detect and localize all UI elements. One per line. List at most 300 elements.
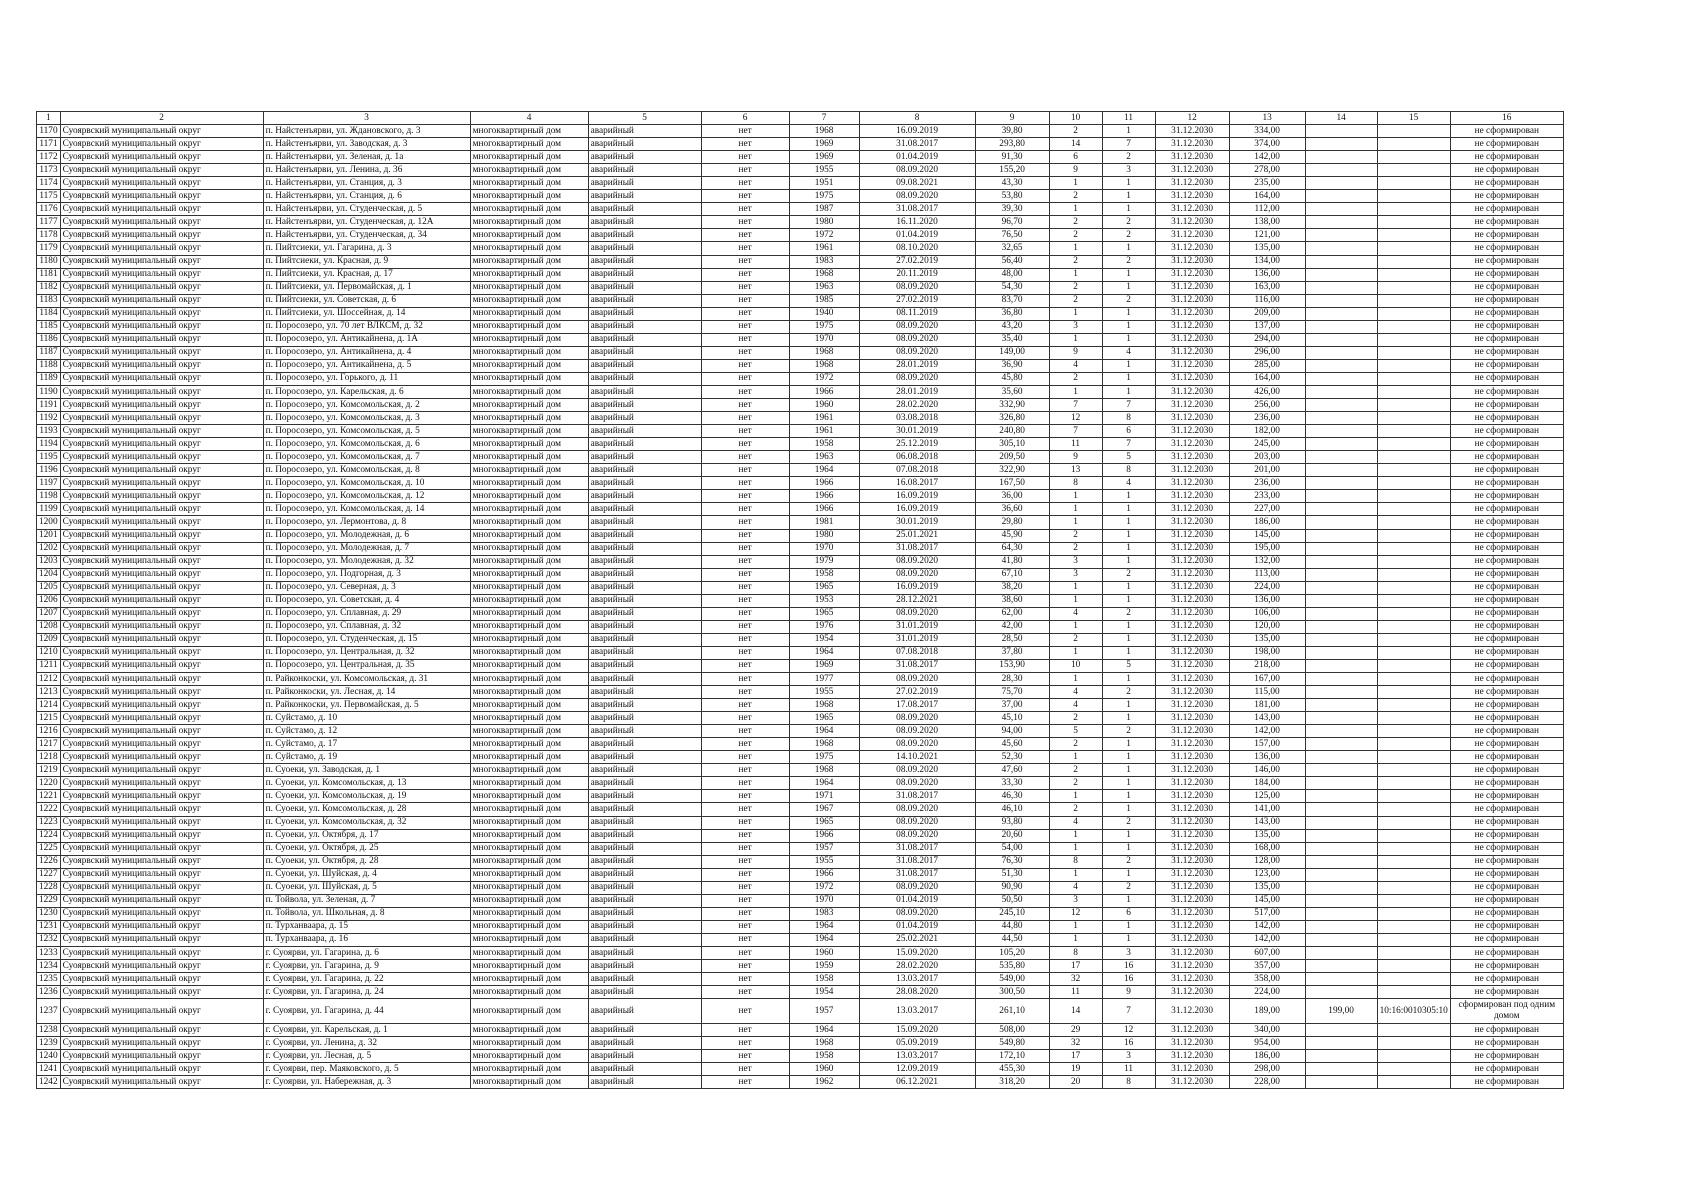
cell-condition: аварийный <box>588 125 701 138</box>
cell-year-built: 1955 <box>789 164 859 177</box>
cell-resettlement-deadline: 31.12.2030 <box>1155 372 1229 385</box>
cell-cost: 142,00 <box>1229 151 1305 164</box>
cell-building-type: многоквартирный дом <box>470 686 588 699</box>
cell-cost: 181,00 <box>1229 699 1305 712</box>
cell-land-area <box>1305 190 1377 203</box>
cell-area: 105,20 <box>975 947 1049 960</box>
cell-land-area <box>1305 294 1377 307</box>
cell-year-built: 1972 <box>789 229 859 242</box>
cell-recognition-date: 27.02.2019 <box>859 294 975 307</box>
cell-land-area <box>1305 673 1377 686</box>
cell-recognition-date: 16.09.2019 <box>859 125 975 138</box>
cell-flag: нет <box>701 1076 789 1089</box>
cell-land-area <box>1305 385 1377 398</box>
cell-apartments: 1 <box>1102 803 1155 816</box>
cell-land-status: не сформирован <box>1450 555 1563 568</box>
cell-apartments: 1 <box>1102 385 1155 398</box>
cell-land-area <box>1305 412 1377 425</box>
cell-address: п. Поросозеро, ул. Советская, д. 4 <box>263 594 470 607</box>
table-row <box>37 777 1564 790</box>
cell-apartments: 1 <box>1102 372 1155 385</box>
cell-flag: нет <box>701 659 789 672</box>
cell-condition: аварийный <box>588 138 701 151</box>
cell-land-area <box>1305 973 1377 986</box>
table-row <box>37 320 1564 333</box>
cell-year-built: 1966 <box>789 503 859 516</box>
cell-condition: аварийный <box>588 1063 701 1076</box>
cell-land-area <box>1305 216 1377 229</box>
cell-cost: 164,00 <box>1229 190 1305 203</box>
cell-address: п. Поросозеро, ул. Комсомольская, д. 12 <box>263 490 470 503</box>
cell-land-area <box>1305 307 1377 320</box>
table-row <box>37 177 1564 190</box>
cell-recognition-date: 01.04.2019 <box>859 920 975 933</box>
cell-address: г. Суоярви, ул. Ленина, д. 32 <box>263 1037 470 1050</box>
cell-cost: 224,00 <box>1229 581 1305 594</box>
cell-municipality: Суоярвский муниципальный округ <box>60 607 263 620</box>
cell-year-built: 1968 <box>789 125 859 138</box>
cell-flag: нет <box>701 229 789 242</box>
cell-area: 508,00 <box>975 1024 1049 1037</box>
cell-recognition-date: 06.08.2018 <box>859 451 975 464</box>
cell-year-built: 1964 <box>789 646 859 659</box>
cell-municipality: Суоярвский муниципальный округ <box>60 190 263 203</box>
cell-row-number: 1230 <box>37 907 61 920</box>
cell-building-type: многоквартирный дом <box>470 868 588 881</box>
cell-year-built: 1972 <box>789 881 859 894</box>
cell-resettlement-deadline: 31.12.2030 <box>1155 868 1229 881</box>
cell-flag: нет <box>701 138 789 151</box>
cell-resettlement-deadline: 31.12.2030 <box>1155 607 1229 620</box>
cell-building-type: многоквартирный дом <box>470 960 588 973</box>
table-row <box>37 1076 1564 1089</box>
cell-apartments: 8 <box>1102 464 1155 477</box>
cell-residents: 32 <box>1049 1037 1102 1050</box>
table-row <box>37 1024 1564 1037</box>
cell-municipality: Суоярвский муниципальный округ <box>60 777 263 790</box>
cell-residents: 4 <box>1049 816 1102 829</box>
cell-row-number: 1222 <box>37 803 61 816</box>
cell-land-area <box>1305 151 1377 164</box>
cell-year-built: 1969 <box>789 151 859 164</box>
cell-land-area <box>1305 659 1377 672</box>
cell-land-area <box>1305 268 1377 281</box>
cell-flag: нет <box>701 803 789 816</box>
cell-building-type: многоквартирный дом <box>470 255 588 268</box>
cell-cadastral-number <box>1377 764 1450 777</box>
cell-row-number: 1238 <box>37 1024 61 1037</box>
cell-land-area <box>1305 764 1377 777</box>
cell-address: п. Найстенъярви, ул. Студенческая, д. 12А <box>263 216 470 229</box>
table-row <box>37 464 1564 477</box>
cell-address: г. Суоярви, ул. Гагарина, д. 22 <box>263 973 470 986</box>
cell-building-type: многоквартирный дом <box>470 503 588 516</box>
cell-apartments: 2 <box>1102 255 1155 268</box>
cell-address: г. Суоярви, ул. Гагарина, д. 9 <box>263 960 470 973</box>
cell-resettlement-deadline: 31.12.2030 <box>1155 412 1229 425</box>
cell-recognition-date: 08.09.2020 <box>859 320 975 333</box>
cell-building-type: многоквартирный дом <box>470 164 588 177</box>
cell-year-built: 1975 <box>789 190 859 203</box>
cell-residents: 1 <box>1049 177 1102 190</box>
cell-resettlement-deadline: 31.12.2030 <box>1155 659 1229 672</box>
cell-municipality: Суоярвский муниципальный округ <box>60 177 263 190</box>
cell-land-status: не сформирован <box>1450 673 1563 686</box>
cell-municipality: Суоярвский муниципальный округ <box>60 503 263 516</box>
cell-apartments: 6 <box>1102 907 1155 920</box>
cell-cadastral-number <box>1377 920 1450 933</box>
cell-land-area <box>1305 516 1377 529</box>
cell-apartments: 2 <box>1102 725 1155 738</box>
cell-apartments: 1 <box>1102 203 1155 216</box>
cell-recognition-date: 08.09.2020 <box>859 568 975 581</box>
cell-area: 549,00 <box>975 973 1049 986</box>
cell-municipality: Суоярвский муниципальный округ <box>60 203 263 216</box>
cell-row-number: 1201 <box>37 529 61 542</box>
cell-cost: 142,00 <box>1229 920 1305 933</box>
cell-land-area <box>1305 712 1377 725</box>
cell-year-built: 1960 <box>789 1063 859 1076</box>
table-row <box>37 451 1564 464</box>
cell-residents: 20 <box>1049 1076 1102 1089</box>
cell-building-type: многоквартирный дом <box>470 803 588 816</box>
cell-land-area <box>1305 490 1377 503</box>
cell-residents: 17 <box>1049 1050 1102 1063</box>
cell-year-built: 1960 <box>789 947 859 960</box>
cell-flag: нет <box>701 738 789 751</box>
cell-area: 76,50 <box>975 229 1049 242</box>
cell-flag: нет <box>701 281 789 294</box>
cell-building-type: многоквартирный дом <box>470 777 588 790</box>
cell-building-type: многоквартирный дом <box>470 151 588 164</box>
cell-resettlement-deadline: 31.12.2030 <box>1155 281 1229 294</box>
column-number-14: 14 <box>1305 112 1377 125</box>
cell-address: п. Поросозеро, ул. Карельская, д. 6 <box>263 385 470 398</box>
cell-area: 209,50 <box>975 451 1049 464</box>
cell-resettlement-deadline: 31.12.2030 <box>1155 999 1229 1024</box>
cell-area: 76,30 <box>975 855 1049 868</box>
cell-cost: 294,00 <box>1229 333 1305 346</box>
cell-area: 20,60 <box>975 829 1049 842</box>
cell-area: 67,10 <box>975 568 1049 581</box>
table-row <box>37 725 1564 738</box>
cell-land-area <box>1305 1024 1377 1037</box>
cell-row-number: 1226 <box>37 855 61 868</box>
cell-municipality: Суоярвский муниципальный округ <box>60 594 263 607</box>
cell-recognition-date: 08.09.2020 <box>859 881 975 894</box>
cell-municipality: Суоярвский муниципальный округ <box>60 829 263 842</box>
cell-year-built: 1963 <box>789 281 859 294</box>
cell-address: п. Райконкоски, ул. Комсомольская, д. 31 <box>263 673 470 686</box>
cell-recognition-date: 03.08.2018 <box>859 412 975 425</box>
cell-municipality: Суоярвский муниципальный округ <box>60 346 263 359</box>
cell-row-number: 1240 <box>37 1050 61 1063</box>
cell-condition: аварийный <box>588 907 701 920</box>
cell-cost: 135,00 <box>1229 881 1305 894</box>
cell-resettlement-deadline: 31.12.2030 <box>1155 751 1229 764</box>
cell-row-number: 1235 <box>37 973 61 986</box>
column-number-11: 11 <box>1102 112 1155 125</box>
cell-condition: аварийный <box>588 673 701 686</box>
cell-year-built: 1968 <box>789 359 859 372</box>
cell-cost: 134,00 <box>1229 255 1305 268</box>
cell-cost: 278,00 <box>1229 164 1305 177</box>
cell-land-area <box>1305 164 1377 177</box>
cell-land-status: не сформирован <box>1450 138 1563 151</box>
table-row <box>37 477 1564 490</box>
cell-building-type: многоквартирный дом <box>470 1076 588 1089</box>
cell-resettlement-deadline: 31.12.2030 <box>1155 464 1229 477</box>
cell-municipality: Суоярвский муниципальный округ <box>60 268 263 281</box>
cell-resettlement-deadline: 31.12.2030 <box>1155 581 1229 594</box>
table-row <box>37 425 1564 438</box>
cell-municipality: Суоярвский муниципальный округ <box>60 294 263 307</box>
cell-condition: аварийный <box>588 268 701 281</box>
cell-recognition-date: 16.08.2017 <box>859 477 975 490</box>
cell-row-number: 1174 <box>37 177 61 190</box>
cell-condition: аварийный <box>588 777 701 790</box>
table-row <box>37 751 1564 764</box>
table-row <box>37 620 1564 633</box>
cell-row-number: 1212 <box>37 673 61 686</box>
cell-area: 44,80 <box>975 920 1049 933</box>
cell-building-type: многоквартирный дом <box>470 1050 588 1063</box>
cell-resettlement-deadline: 31.12.2030 <box>1155 633 1229 646</box>
cell-address: п. Найстенъярви, ул. Студенческая, д. 34 <box>263 229 470 242</box>
table-row <box>37 516 1564 529</box>
cell-flag: нет <box>701 555 789 568</box>
cell-year-built: 1958 <box>789 438 859 451</box>
cell-area: 32,65 <box>975 242 1049 255</box>
cell-land-area <box>1305 555 1377 568</box>
cell-condition: аварийный <box>588 451 701 464</box>
cell-municipality: Суоярвский муниципальный округ <box>60 216 263 229</box>
cell-resettlement-deadline: 31.12.2030 <box>1155 229 1229 242</box>
table-row <box>37 699 1564 712</box>
cell-land-status: не сформирован <box>1450 542 1563 555</box>
cell-land-status: не сформирован <box>1450 346 1563 359</box>
cell-recognition-date: 15.09.2020 <box>859 947 975 960</box>
cell-area: 305,10 <box>975 438 1049 451</box>
cell-building-type: многоквартирный дом <box>470 920 588 933</box>
cell-cost: 135,00 <box>1229 829 1305 842</box>
cell-land-area <box>1305 242 1377 255</box>
cell-residents: 11 <box>1049 438 1102 451</box>
cell-cost: 184,00 <box>1229 777 1305 790</box>
cell-residents: 4 <box>1049 359 1102 372</box>
cell-land-area <box>1305 829 1377 842</box>
column-number-12: 12 <box>1155 112 1229 125</box>
cell-recognition-date: 08.09.2020 <box>859 555 975 568</box>
cell-cost: 125,00 <box>1229 790 1305 803</box>
cell-resettlement-deadline: 31.12.2030 <box>1155 255 1229 268</box>
cell-flag: нет <box>701 268 789 281</box>
cell-cost: 954,00 <box>1229 1037 1305 1050</box>
cell-address: п. Поросозеро, ул. Комсомольская, д. 3 <box>263 412 470 425</box>
cell-resettlement-deadline: 31.12.2030 <box>1155 425 1229 438</box>
cell-apartments: 2 <box>1102 151 1155 164</box>
cell-building-type: многоквартирный дом <box>470 594 588 607</box>
cell-resettlement-deadline: 31.12.2030 <box>1155 907 1229 920</box>
column-number-9: 9 <box>975 112 1049 125</box>
cell-cadastral-number <box>1377 646 1450 659</box>
cell-cost: 607,00 <box>1229 947 1305 960</box>
cell-address: п. Суйстамо, д. 12 <box>263 725 470 738</box>
cell-land-area <box>1305 1037 1377 1050</box>
table-row <box>37 842 1564 855</box>
cell-flag: нет <box>701 933 789 946</box>
cell-land-status: не сформирован <box>1450 412 1563 425</box>
cell-building-type: многоквартирный дом <box>470 190 588 203</box>
cell-land-area <box>1305 907 1377 920</box>
cell-residents: 6 <box>1049 151 1102 164</box>
cell-address: п. Найстенъярви, ул. Студенческая, д. 5 <box>263 203 470 216</box>
table-row <box>37 999 1564 1024</box>
cell-residents: 9 <box>1049 451 1102 464</box>
cell-residents: 2 <box>1049 764 1102 777</box>
cell-address: п. Пийтсиеки, ул. Гагарина, д. 3 <box>263 242 470 255</box>
cell-flag: нет <box>701 907 789 920</box>
cell-address: п. Поросозеро, ул. 70 лет ВЛКСМ, д. 32 <box>263 320 470 333</box>
cell-residents: 1 <box>1049 920 1102 933</box>
cell-condition: аварийный <box>588 412 701 425</box>
cell-municipality: Суоярвский муниципальный округ <box>60 751 263 764</box>
cell-resettlement-deadline: 31.12.2030 <box>1155 1050 1229 1063</box>
cell-cost: 120,00 <box>1229 620 1305 633</box>
cell-cost: 182,00 <box>1229 425 1305 438</box>
table-row <box>37 151 1564 164</box>
cell-area: 45,80 <box>975 372 1049 385</box>
table-row <box>37 881 1564 894</box>
cell-cost: 201,00 <box>1229 464 1305 477</box>
cell-recognition-date: 08.09.2020 <box>859 777 975 790</box>
cell-recognition-date: 28.01.2019 <box>859 385 975 398</box>
cell-land-status: не сформирован <box>1450 881 1563 894</box>
cell-residents: 1 <box>1049 933 1102 946</box>
cell-flag: нет <box>701 881 789 894</box>
cell-building-type: многоквартирный дом <box>470 633 588 646</box>
cell-land-status: не сформирован <box>1450 790 1563 803</box>
cell-residents: 2 <box>1049 712 1102 725</box>
cell-residents: 11 <box>1049 986 1102 999</box>
cell-area: 28,50 <box>975 633 1049 646</box>
cell-building-type: многоквартирный дом <box>470 516 588 529</box>
cell-row-number: 1180 <box>37 255 61 268</box>
cell-building-type: многоквартирный дом <box>470 881 588 894</box>
cell-land-status: не сформирован <box>1450 725 1563 738</box>
cell-building-type: многоквартирный дом <box>470 1063 588 1076</box>
cell-year-built: 1971 <box>789 790 859 803</box>
cell-land-area <box>1305 790 1377 803</box>
cell-resettlement-deadline: 31.12.2030 <box>1155 203 1229 216</box>
cell-flag: нет <box>701 790 789 803</box>
cell-recognition-date: 13.03.2017 <box>859 999 975 1024</box>
cell-cost: 374,00 <box>1229 138 1305 151</box>
cell-building-type: многоквартирный дом <box>470 294 588 307</box>
cell-year-built: 1969 <box>789 659 859 672</box>
cell-area: 300,50 <box>975 986 1049 999</box>
table-row <box>37 125 1564 138</box>
cell-cost: 143,00 <box>1229 816 1305 829</box>
cell-address: п. Поросозеро, ул. Центральная, д. 32 <box>263 646 470 659</box>
cell-row-number: 1223 <box>37 816 61 829</box>
table-row <box>37 581 1564 594</box>
cell-apartments: 1 <box>1102 764 1155 777</box>
cell-cost: 136,00 <box>1229 751 1305 764</box>
cell-cadastral-number <box>1377 516 1450 529</box>
cell-condition: аварийный <box>588 725 701 738</box>
cell-resettlement-deadline: 31.12.2030 <box>1155 725 1229 738</box>
cell-land-status: не сформирован <box>1450 581 1563 594</box>
cell-cadastral-number <box>1377 986 1450 999</box>
cell-land-status: не сформирован <box>1450 464 1563 477</box>
cell-condition: аварийный <box>588 751 701 764</box>
cell-building-type: многоквартирный дом <box>470 1024 588 1037</box>
cell-resettlement-deadline: 31.12.2030 <box>1155 1076 1229 1089</box>
cell-flag: нет <box>701 868 789 881</box>
cell-municipality: Суоярвский муниципальный округ <box>60 907 263 920</box>
cell-flag: нет <box>701 451 789 464</box>
cell-cost: 136,00 <box>1229 594 1305 607</box>
cell-row-number: 1216 <box>37 725 61 738</box>
table-row <box>37 659 1564 672</box>
cell-condition: аварийный <box>588 894 701 907</box>
cell-cost: 123,00 <box>1229 868 1305 881</box>
cell-address: п. Найстенъярви, ул. Ждановского, д. 3 <box>263 125 470 138</box>
cell-row-number: 1241 <box>37 1063 61 1076</box>
cell-row-number: 1185 <box>37 320 61 333</box>
cell-land-status: не сформирован <box>1450 503 1563 516</box>
cell-row-number: 1219 <box>37 764 61 777</box>
cell-municipality: Суоярвский муниципальный округ <box>60 673 263 686</box>
cell-apartments: 2 <box>1102 568 1155 581</box>
cell-apartments: 1 <box>1102 933 1155 946</box>
cell-row-number: 1210 <box>37 646 61 659</box>
cell-row-number: 1172 <box>37 151 61 164</box>
cell-flag: нет <box>701 568 789 581</box>
cell-municipality: Суоярвский муниципальный округ <box>60 764 263 777</box>
cell-year-built: 1940 <box>789 307 859 320</box>
cell-flag: нет <box>701 829 789 842</box>
cell-address: п. Суйстамо, д. 19 <box>263 751 470 764</box>
cell-building-type: многоквартирный дом <box>470 751 588 764</box>
column-number-8: 8 <box>859 112 975 125</box>
cell-municipality: Суоярвский муниципальный округ <box>60 359 263 372</box>
cell-land-status: не сформирован <box>1450 568 1563 581</box>
column-number-10: 10 <box>1049 112 1102 125</box>
cell-municipality: Суоярвский муниципальный округ <box>60 868 263 881</box>
cell-condition: аварийный <box>588 294 701 307</box>
cell-cost: 245,00 <box>1229 438 1305 451</box>
cell-condition: аварийный <box>588 216 701 229</box>
cell-area: 38,20 <box>975 581 1049 594</box>
cell-year-built: 1960 <box>789 399 859 412</box>
cell-row-number: 1179 <box>37 242 61 255</box>
cell-cadastral-number <box>1377 229 1450 242</box>
cell-recognition-date: 31.08.2017 <box>859 203 975 216</box>
cell-municipality: Суоярвский муниципальный округ <box>60 933 263 946</box>
cell-recognition-date: 08.09.2020 <box>859 764 975 777</box>
cell-land-status: не сформирован <box>1450 894 1563 907</box>
cell-area: 549,80 <box>975 1037 1049 1050</box>
cell-address: г. Суоярви, ул. Гагарина, д. 6 <box>263 947 470 960</box>
cell-residents: 1 <box>1049 333 1102 346</box>
cell-condition: аварийный <box>588 555 701 568</box>
cell-flag: нет <box>701 816 789 829</box>
table-row <box>37 933 1564 946</box>
cell-building-type: многоквартирный дом <box>470 477 588 490</box>
cell-cost: 227,00 <box>1229 503 1305 516</box>
